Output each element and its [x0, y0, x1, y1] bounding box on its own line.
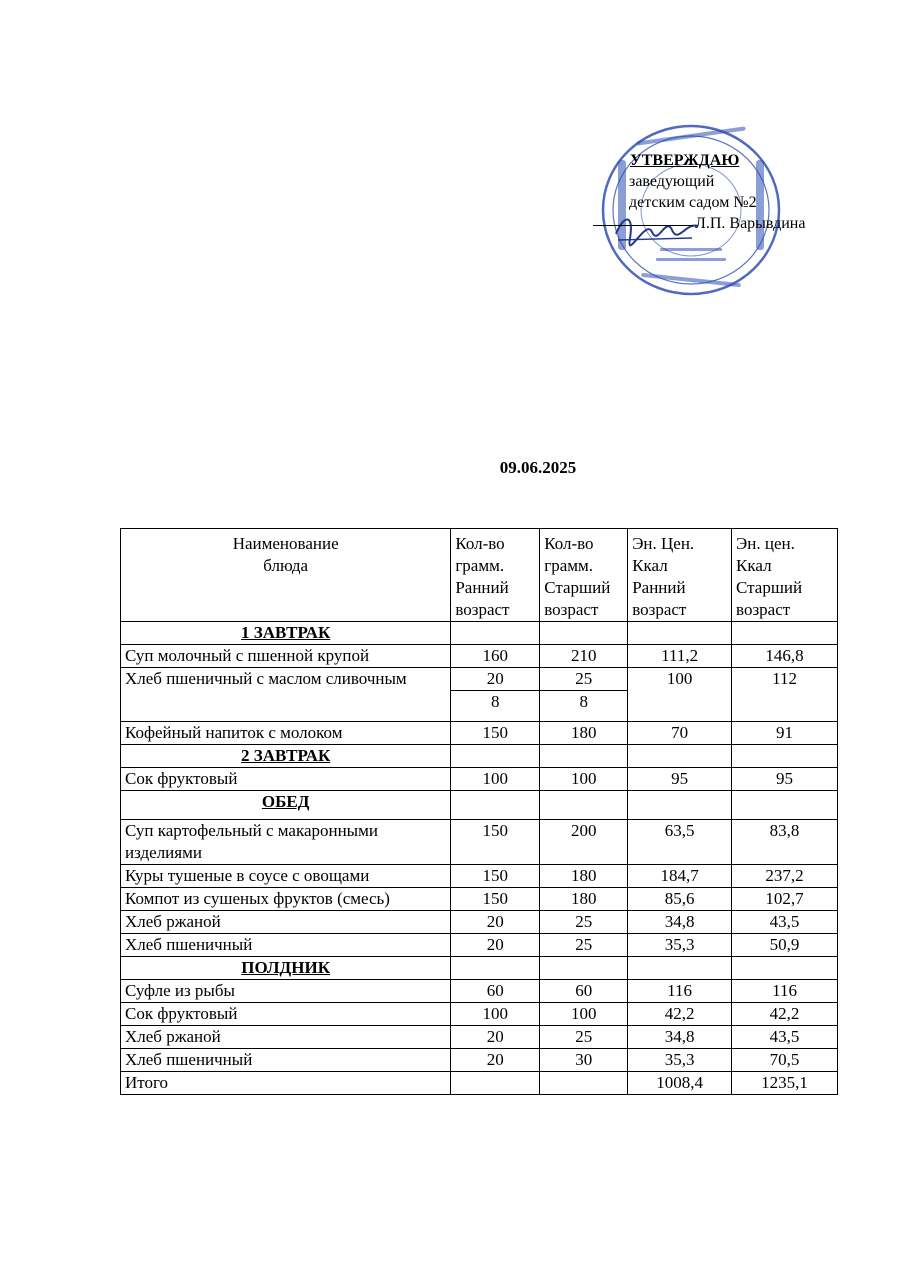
section-row — [121, 791, 838, 820]
header-kcal-early: Эн. Цен. Ккал Ранний возраст — [628, 529, 732, 622]
dish-name: Суфле из рыбы — [121, 980, 451, 1003]
table-row: Хлеб ржаной 20 25 34,8 43,5 — [121, 1026, 838, 1049]
table-row: Компот из сушеных фруктов (смесь) 150 180 85,6 102,7 — [121, 888, 838, 911]
total-kcal-older: 1235,1 — [732, 1072, 838, 1095]
table-row: Хлеб пшеничный 20 30 35,3 70,5 — [121, 1049, 838, 1072]
approval-block — [627, 150, 897, 234]
approval-position: заведующий — [629, 173, 715, 190]
table-row: Кофейный напиток с молоком 150 180 70 91 — [121, 722, 838, 745]
section-title: ПОЛДНИК — [121, 957, 451, 980]
approval-title: УТВЕРЖДАЮ — [630, 152, 740, 169]
dish-name: Сок фруктовый — [121, 1003, 451, 1026]
section-title: ОБЕД — [121, 791, 451, 820]
table-row: Суп молочный с пшенной крупой 160 210 111,2 146,8 — [121, 645, 838, 668]
dish-name: Кофейный напиток с молоком — [121, 722, 451, 745]
table-row: Сок фруктовый 100 100 95 95 — [121, 768, 838, 791]
approval-signer: Л.П. Варывдина — [695, 215, 806, 232]
header-grams-older: Кол-во грамм. Старший возраст — [540, 529, 628, 622]
dish-name: Хлеб пшеничный с маслом сливочным — [121, 668, 451, 722]
table-row: 8 8 — [121, 691, 838, 722]
table-row: Суп картофельный с макаронными изделиями 150 200 63,5 83,8 — [121, 820, 838, 865]
section-title: 1 ЗАВТРАК — [121, 622, 451, 645]
table-row: Суфле из рыбы 60 60 116 116 — [121, 980, 838, 1003]
section-row — [121, 957, 838, 980]
header-kcal-older: Эн. цен. Ккал Старший возраст — [732, 529, 838, 622]
section-row — [121, 622, 838, 645]
total-row — [121, 1072, 838, 1095]
section-title: 2 ЗАВТРАК — [121, 745, 451, 768]
dish-name: Суп молочный с пшенной крупой — [121, 645, 451, 668]
approval-signature-line — [593, 213, 863, 234]
approval-organization: детским садом №2 — [629, 194, 757, 211]
header-dish-name: Наименование блюда — [121, 529, 451, 622]
table-row: Сок фруктовый 100 100 42,2 42,2 — [121, 1003, 838, 1026]
dish-name: Хлеб ржаной — [121, 911, 451, 934]
dish-name: Хлеб пшеничный — [121, 1049, 451, 1072]
menu-date: 09.06.2025 — [499, 458, 577, 477]
table-row: Хлеб ржаной 20 25 34,8 43,5 — [121, 911, 838, 934]
table-row: Куры тушеные в соусе с овощами 150 180 184,7 237,2 — [121, 865, 838, 888]
dish-name: Хлеб пшеничный — [121, 934, 451, 957]
menu-table — [120, 528, 838, 1095]
header-grams-early: Кол-во грамм. Ранний возраст — [451, 529, 540, 622]
table-header-row — [121, 529, 838, 622]
section-row — [121, 745, 838, 768]
total-kcal-early: 1008,4 — [628, 1072, 732, 1095]
signature-line — [593, 225, 693, 226]
total-label: Итого — [121, 1072, 451, 1095]
dish-name: Компот из сушеных фруктов (смесь) — [121, 888, 451, 911]
dish-name: Куры тушеные в соусе с овощами — [121, 865, 451, 888]
table-row: Хлеб пшеничный 20 25 35,3 50,9 — [121, 934, 838, 957]
dish-name: Сок фруктовый — [121, 768, 451, 791]
dish-name: Суп картофельный с макаронными изделиями — [121, 820, 451, 865]
table-row: Хлеб пшеничный с маслом сливочным 20 25 100 112 — [121, 668, 838, 691]
dish-name: Хлеб ржаной — [121, 1026, 451, 1049]
